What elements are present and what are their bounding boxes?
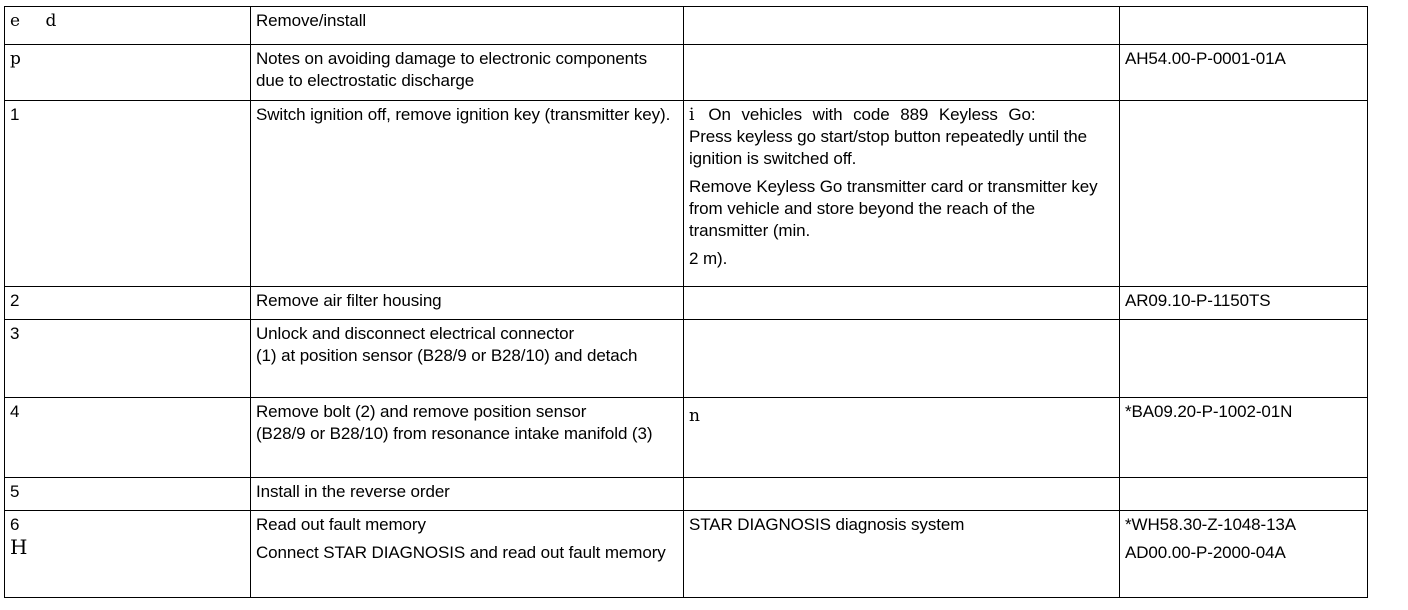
step-1-ref-cell — [1120, 101, 1368, 287]
step-3-text-line1: Unlock and disconnect electrical connector — [256, 324, 575, 343]
step-4-ref-cell — [1120, 398, 1368, 478]
step-6-num: 6 — [10, 515, 20, 534]
step-5-note-cell — [684, 478, 1120, 511]
step-6-num-cell — [5, 511, 251, 598]
step-4-text-line1: Remove bolt (2) and remove position sensor — [256, 402, 587, 421]
header-title-cell — [251, 7, 684, 45]
table-row-step-1 — [5, 101, 1368, 287]
notes-empty-cell — [684, 45, 1120, 101]
step-3-num-cell — [5, 320, 251, 398]
step-1-note-line3: Remove Keyless Go transmitter card or transmitter key from vehicle and store beyond the reach of the transmitter (min. — [689, 177, 1098, 240]
step-6-note: STAR DIAGNOSIS diagnosis system — [689, 515, 965, 534]
info-icon: i — [689, 105, 695, 125]
notes-symbol-icon: p — [10, 49, 31, 69]
table-row-notes — [5, 45, 1368, 101]
step-6-text-cell — [251, 511, 684, 598]
step-2-note-cell — [684, 287, 1120, 320]
step-4-note-cell — [684, 398, 1120, 478]
step-1-note-line1: On vehicles with code 889 Keyless Go: — [708, 105, 1036, 124]
step-5-num: 5 — [10, 482, 20, 501]
step-5-num-cell — [5, 478, 251, 511]
step-1-text-cell — [251, 101, 684, 287]
notes-text-cell — [251, 45, 684, 101]
note-icon: n — [689, 406, 710, 426]
notes-ref-cell — [1120, 45, 1368, 101]
step-6-ref-link-2[interactable]: AD00.00-P-2000-04A — [1125, 543, 1286, 562]
step-4-num: 4 — [10, 402, 20, 421]
step-5-text: Install in the reverse order — [256, 482, 450, 501]
step-3-note-cell — [684, 320, 1120, 398]
step-4-text-line2: (B28/9 or B28/10) from resonance intake manifold (3) — [256, 424, 653, 443]
notes-symbol-cell — [5, 45, 251, 101]
step-6-text-line1: Read out fault memory — [256, 515, 426, 534]
notes-ref-link[interactable]: AH54.00-P-0001-01A — [1125, 49, 1286, 68]
step-3-text-line2: (1) at position sensor (B28/9 or B28/10) and detach — [256, 346, 638, 365]
table-row-step-6 — [5, 511, 1368, 598]
step-2-ref-cell — [1120, 287, 1368, 320]
table-row-step-4 — [5, 398, 1368, 478]
step-2-text: Remove air filter housing — [256, 291, 442, 310]
procedure-table — [4, 6, 1368, 598]
step-1-note-line2: Press keyless go start/stop button repeatedly until the ignition is switched off. — [689, 127, 1088, 168]
header-col4 — [1120, 7, 1368, 45]
step-4-ref-link[interactable]: *BA09.20-P-1002-01N — [1125, 402, 1293, 421]
table-row-step-3 — [5, 320, 1368, 398]
step-5-text-cell — [251, 478, 684, 511]
table-row-step-2 — [5, 287, 1368, 320]
step-4-num-cell — [5, 398, 251, 478]
step-2-text-cell — [251, 287, 684, 320]
step-6-ref-link-1[interactable]: *WH58.30-Z-1048-13A — [1125, 515, 1297, 534]
step-3-text-cell — [251, 320, 684, 398]
step-1-text: Switch ignition off, remove ignition key (transmitter key). — [256, 105, 671, 124]
notes-text: Notes on avoiding damage to electronic components due to electrostatic discharge — [256, 49, 648, 90]
header-col3 — [684, 7, 1120, 45]
step-2-num-cell — [5, 287, 251, 320]
step-2-num: 2 — [10, 291, 20, 310]
step-6-ref-cell — [1120, 511, 1368, 598]
step-2-ref-link[interactable]: AR09.10-P-1150TS — [1125, 291, 1271, 310]
table-row-step-5 — [5, 478, 1368, 511]
step-4-text-cell — [251, 398, 684, 478]
step-5-ref-cell — [1120, 478, 1368, 511]
header-title: Remove/install — [256, 11, 367, 30]
step-1-note-line4: 2 m). — [689, 249, 728, 268]
step-1-num: 1 — [10, 105, 20, 124]
hint-icon: H — [10, 535, 28, 559]
step-1-note-cell — [684, 101, 1120, 287]
step-6-text-line2: Connect STAR DIAGNOSIS and read out fault memory — [256, 543, 666, 562]
step-3-num: 3 — [10, 324, 20, 343]
header-symbols-cell — [5, 7, 251, 45]
table-row-header — [5, 7, 1368, 45]
step-6-note-cell — [684, 511, 1120, 598]
step-1-num-cell — [5, 101, 251, 287]
step-3-ref-cell — [1120, 320, 1368, 398]
header-symbols: e d — [10, 11, 67, 31]
